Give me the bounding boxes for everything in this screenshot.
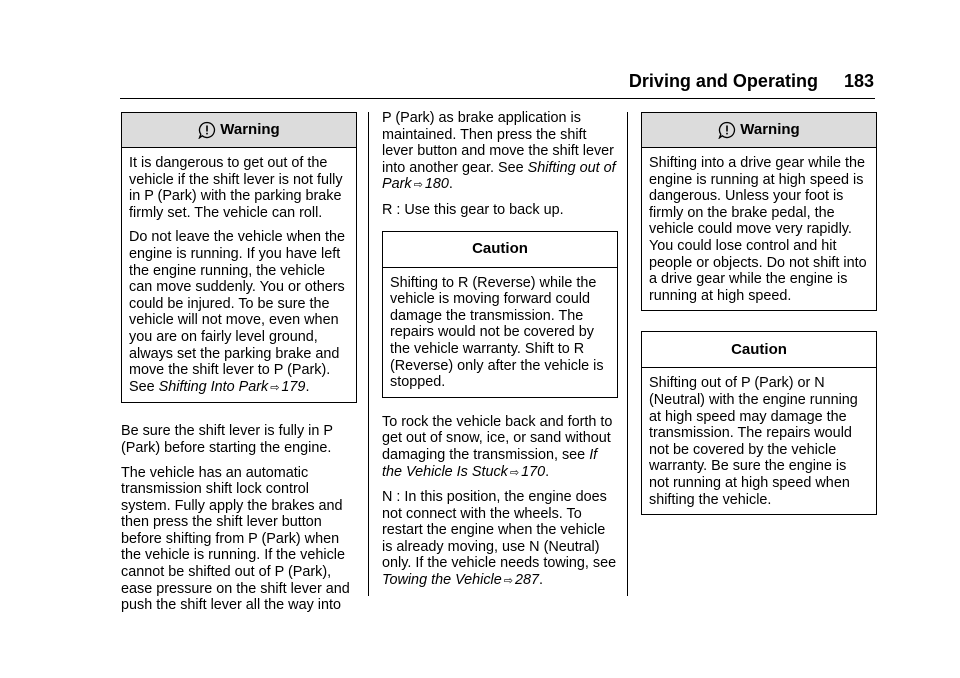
cross-reference-link[interactable]: Towing the Vehicle bbox=[382, 572, 502, 589]
column-2 bbox=[382, 110, 618, 598]
body-text: P (Park) as brake application is maintained. Then press the shift lever button and move the shift lever into another gear. See bbox=[382, 110, 614, 176]
gear-n-paragraph bbox=[382, 489, 618, 590]
page-ref-arrow-icon: ⇨ bbox=[509, 466, 520, 479]
cross-reference-page[interactable]: 170 bbox=[521, 463, 546, 480]
warning-icon bbox=[198, 121, 216, 139]
cross-reference-page[interactable]: 287 bbox=[514, 572, 539, 589]
column-1 bbox=[121, 112, 357, 622]
caution-body bbox=[383, 268, 617, 397]
warning-paragraph: It is dangerous to get out of the vehicle if the shift lever is not fully in P (Park) with the parking brake firmly set. The vehicle can roll. bbox=[129, 155, 343, 221]
warning-body bbox=[122, 148, 356, 402]
caution-text: Shifting to R (Reverse) while the vehicle is moving forward could damage the transmission. The repairs would not be covered by the vehicle warranty. Shift to R (Reverse) only after the vehicle is stopped. bbox=[390, 274, 604, 391]
warning-text: Shifting into a drive gear while the engine is running at high speed is dangerous. Unless your foot is firmly on the brake pedal, the vehicle could move very rapidly. You could lose control and hit people or objects. Do not shift into a drive gear while the engine is running at high speed. bbox=[649, 155, 867, 304]
warning-title-bar bbox=[122, 113, 356, 148]
cross-reference-page[interactable]: 180 bbox=[424, 176, 449, 193]
section-title: Driving and Operating bbox=[628, 71, 818, 91]
warning-title: Warning bbox=[740, 120, 800, 138]
caution-box bbox=[641, 331, 877, 515]
warning-text: Do not leave the vehicle when the engine is running. If you have left the engine running, the vehicle can move suddenly. You or others could be injured. To be sure the vehicle will not move, even when you are on fairly level ground, always set the parking brake and move the shift lever to P (Park). See bbox=[129, 229, 346, 395]
period: . bbox=[448, 176, 453, 193]
warning-body bbox=[642, 148, 876, 310]
gear-label-r: R : bbox=[382, 201, 401, 218]
caution-title-bar bbox=[383, 232, 617, 268]
period: . bbox=[545, 463, 550, 480]
warning-icon bbox=[718, 121, 736, 139]
cross-reference-link[interactable]: Shifting Into Park bbox=[158, 378, 269, 395]
caution-title: Caution bbox=[731, 340, 787, 358]
cross-reference-link[interactable]: If the Vehicle Is Stuck bbox=[382, 446, 598, 480]
page-header bbox=[629, 71, 874, 92]
header-rule bbox=[120, 98, 875, 99]
page-ref-arrow-icon: ⇨ bbox=[503, 575, 513, 588]
caution-title: Caution bbox=[472, 239, 528, 257]
caution-body bbox=[642, 368, 876, 514]
cross-reference-page[interactable]: 179 bbox=[281, 378, 306, 395]
period: . bbox=[305, 378, 310, 395]
body-paragraph bbox=[382, 414, 618, 481]
caution-box bbox=[382, 231, 618, 398]
warning-title: Warning bbox=[220, 120, 280, 138]
cross-reference-link[interactable]: Shifting out of Park bbox=[382, 159, 616, 193]
period: . bbox=[538, 572, 543, 589]
body-paragraph: Be sure the shift lever is fully in P (Park) before starting the engine. bbox=[121, 423, 333, 456]
body-text: To rock the vehicle back and forth to get out of snow, ice, or sand without damaging the transmission, see bbox=[382, 413, 613, 463]
gear-label-n: N : bbox=[382, 489, 401, 506]
warning-box bbox=[641, 112, 877, 311]
body-paragraph: The vehicle has an automatic transmission shift lock control system. Fully apply the brakes and then press the shift lever button before shifting from P (Park) when the vehicle is running. If the vehicle cannot be shifted out of P (Park), ease pressure on the shift lever and push the shift lever all the way into bbox=[121, 464, 350, 614]
caution-text: Shifting out of P (Park) or N (Neutral) with the engine running at high speed may damage the transmission. The repairs would not be covered by the vehicle warranty. Be sure the engine is not running at high speed when shifting the vehicle. bbox=[649, 375, 858, 508]
page-number: 183 bbox=[843, 71, 874, 91]
warning-title-bar bbox=[642, 113, 876, 148]
gear-r-paragraph bbox=[382, 202, 618, 219]
column-3 bbox=[641, 112, 877, 535]
warning-paragraph bbox=[129, 229, 350, 396]
column-divider bbox=[368, 112, 369, 596]
gear-description: In this position, the engine does not connect with the wheels. To restart the engine when the vehicle is already moving, use N (Neutral) only. If the vehicle needs towing, see bbox=[382, 489, 617, 572]
page-ref-arrow-icon: ⇨ bbox=[270, 381, 280, 394]
gear-description: Use this gear to back up. bbox=[404, 201, 564, 218]
column-divider bbox=[627, 112, 628, 596]
caution-title-bar bbox=[642, 332, 876, 368]
page-ref-arrow-icon: ⇨ bbox=[413, 179, 423, 192]
body-paragraph bbox=[382, 110, 618, 194]
warning-box bbox=[121, 112, 357, 403]
